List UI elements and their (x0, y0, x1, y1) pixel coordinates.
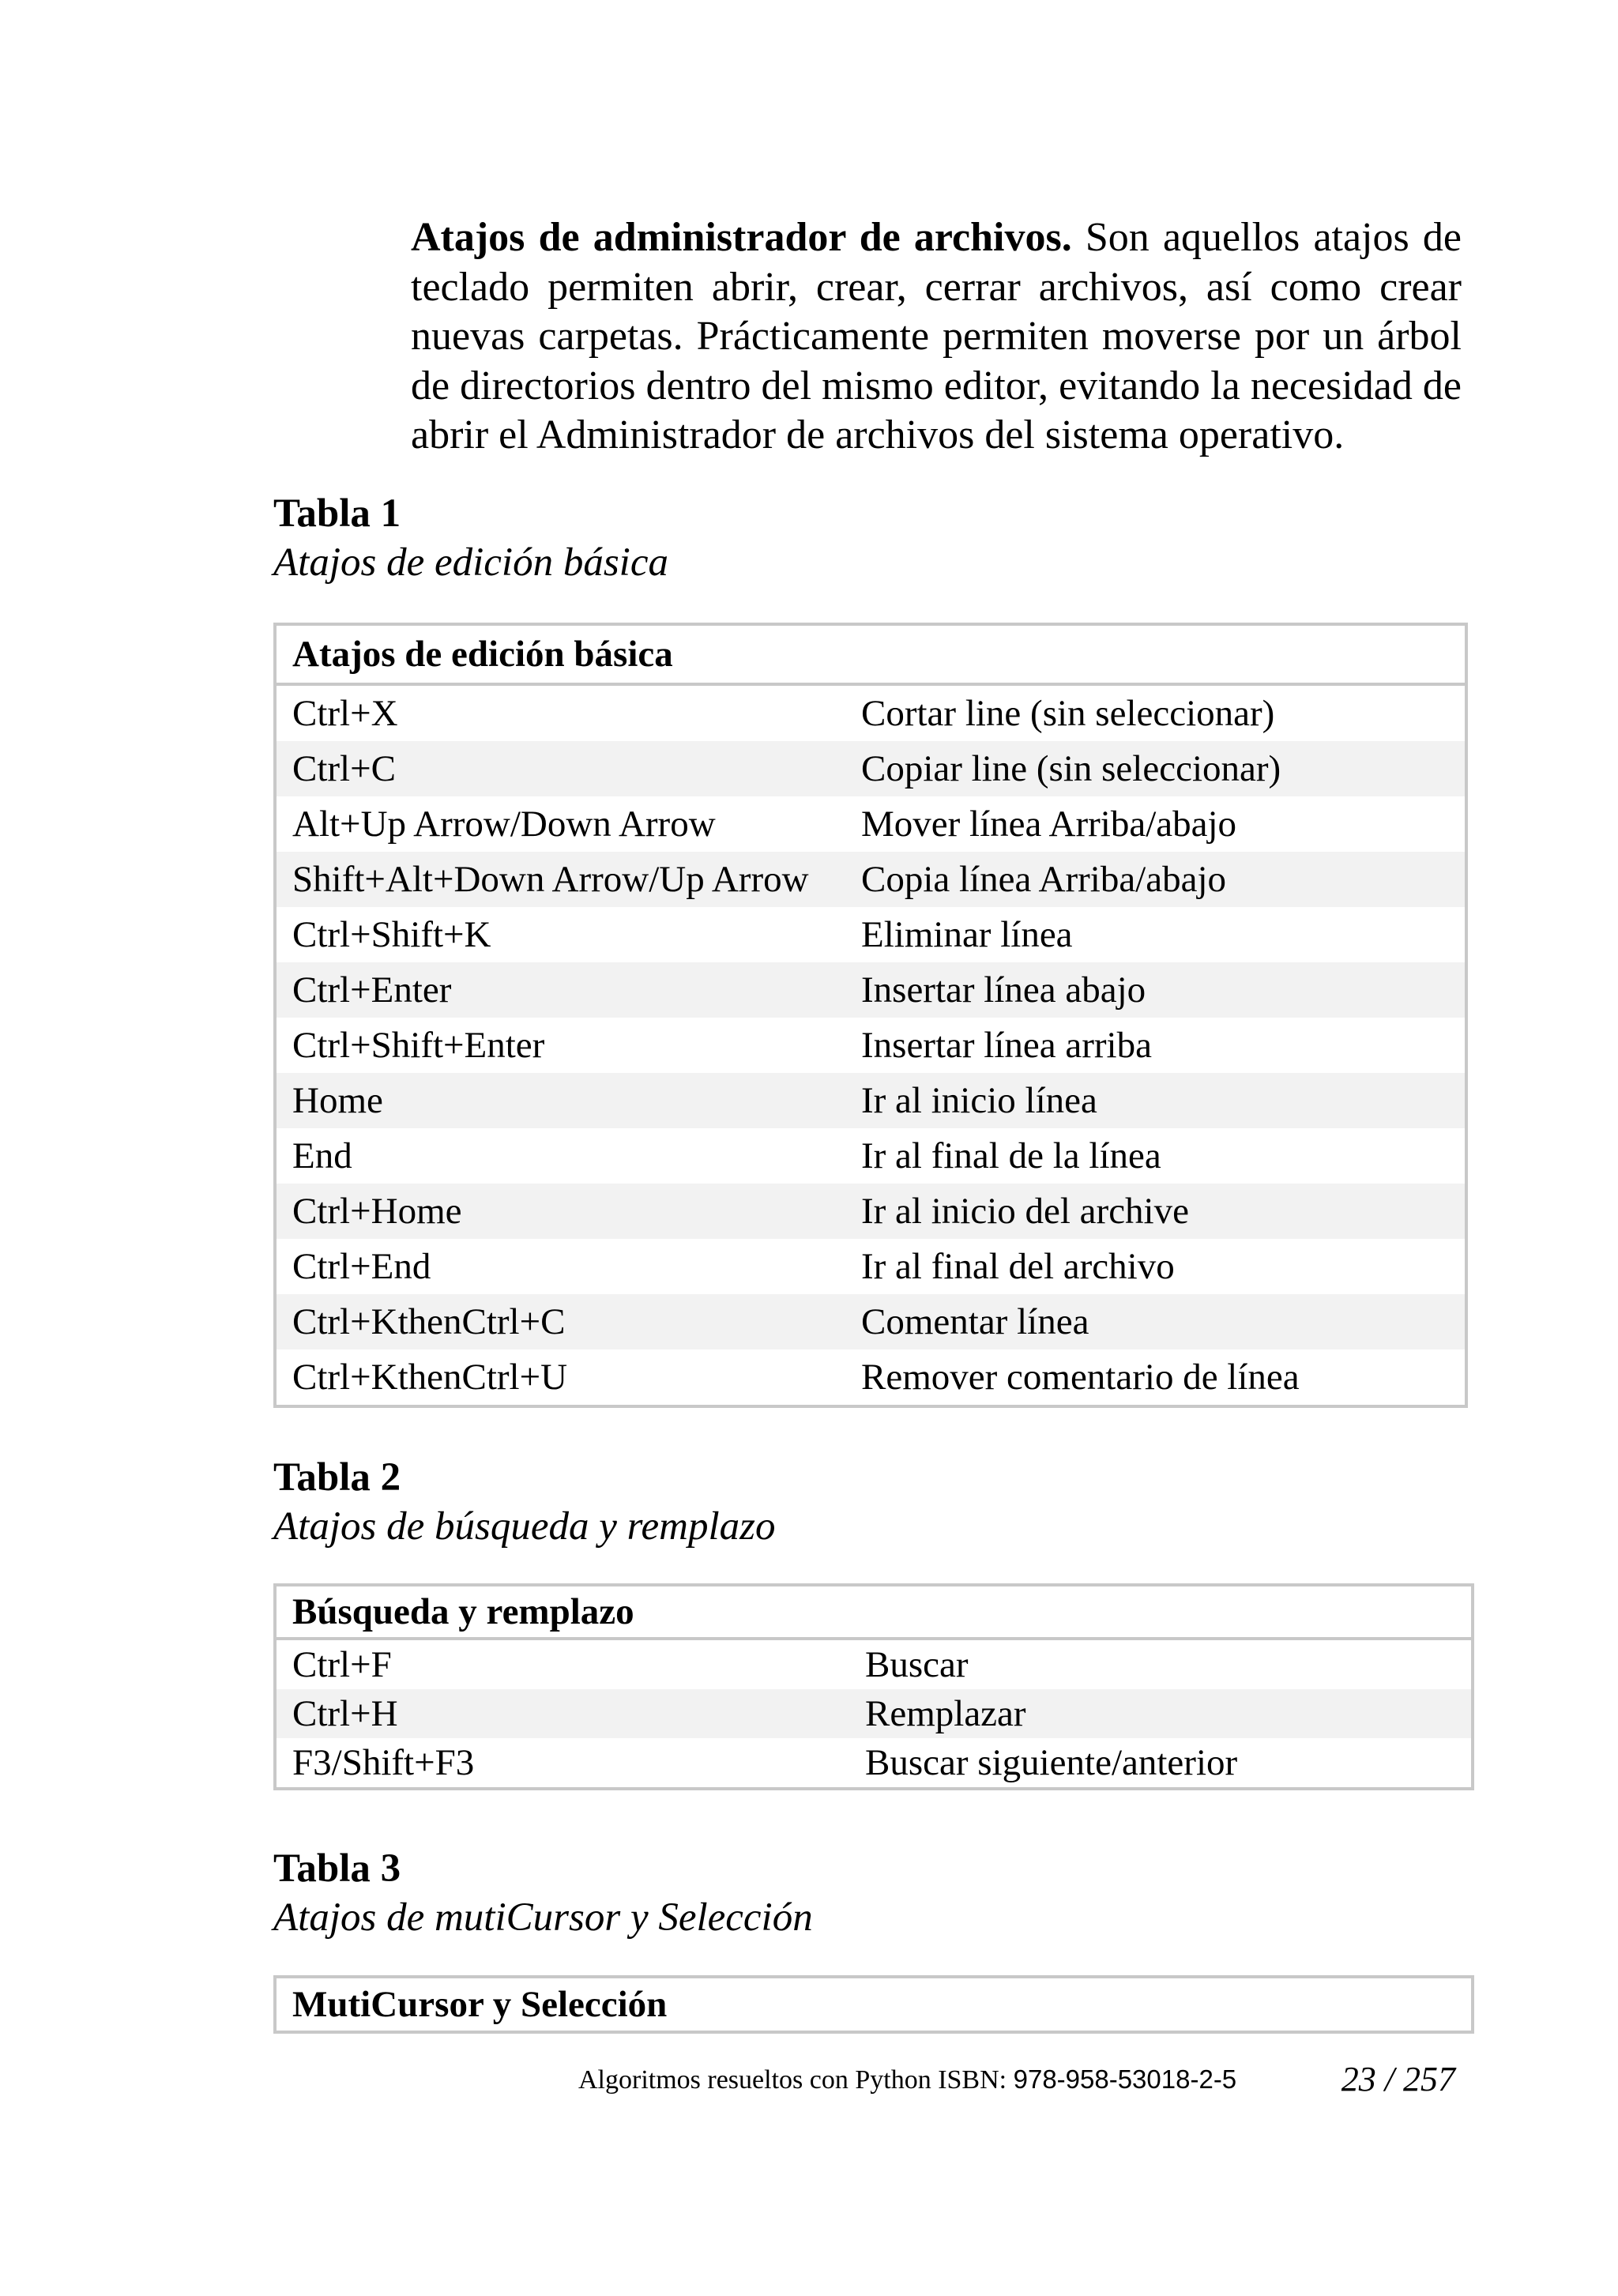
table-row (275, 1689, 1473, 1738)
table-row (275, 1073, 1466, 1128)
table-multicursor (273, 1975, 1474, 2034)
shortcut-keys: Ctrl+H (275, 1689, 849, 1738)
footer-book-title: Algoritmos resueltos con Python ISBN: (578, 2065, 1014, 2095)
shortcut-keys: Ctrl+Enter (275, 962, 845, 1018)
table-header-row (275, 1585, 1473, 1639)
table-header: MutiCursor y Selección (292, 1984, 668, 2025)
table-1-number: Tabla 1 (273, 491, 401, 536)
page-footer (578, 2061, 1455, 2099)
table-row (275, 1639, 1473, 1689)
table-3-caption (273, 1844, 813, 1942)
table-row (275, 1239, 1466, 1294)
intro-heading: Atajos de administrador de archivos. (411, 215, 1072, 260)
table-search-replace (273, 1583, 1474, 1790)
table-row (275, 1018, 1466, 1073)
intro-paragraph (411, 213, 1462, 461)
table-basic-editing (273, 623, 1468, 1408)
page-number: 23 / 257 (1341, 2060, 1455, 2098)
table-1-title: Atajos de edición básica (273, 540, 668, 585)
table-row (275, 741, 1466, 796)
shortcut-keys: Alt+Up Arrow/Down Arrow (292, 804, 716, 845)
shortcut-action: Ir al inicio del archive (845, 1184, 1466, 1239)
shortcut-action: Insertar línea abajo (845, 962, 1466, 1018)
table-row (275, 1738, 1473, 1789)
table-2-title: Atajos de búsqueda y remplazo (273, 1504, 776, 1549)
shortcut-action: Buscar (865, 1644, 969, 1685)
table-row (275, 684, 1466, 741)
shortcut-keys: Ctrl+X (292, 693, 398, 734)
table-body (275, 1639, 1473, 1789)
table-row (275, 1294, 1466, 1349)
shortcut-action: Mover línea Arriba/abajo (861, 804, 1237, 845)
shortcut-keys: Ctrl+KthenCtrl+C (275, 1294, 845, 1349)
shortcut-action: Comentar línea (845, 1294, 1466, 1349)
shortcut-action: Insertar línea arriba (861, 1025, 1152, 1066)
shortcut-action: Remplazar (849, 1689, 1473, 1738)
table-row (275, 1184, 1466, 1239)
shortcut-action: Eliminar línea (861, 914, 1073, 955)
shortcut-action: Remover comentario de línea (861, 1357, 1300, 1398)
shortcut-action: Ir al final de la línea (861, 1135, 1161, 1176)
shortcut-keys: Ctrl+End (292, 1246, 431, 1287)
table-row (275, 852, 1466, 907)
shortcut-keys: Ctrl+Shift+Enter (292, 1025, 545, 1066)
table-2-caption (273, 1453, 776, 1551)
shortcut-action: Ir al final del archivo (861, 1246, 1175, 1287)
shortcut-keys: Ctrl+Home (275, 1184, 845, 1239)
shortcut-keys: End (292, 1135, 352, 1176)
shortcut-action: Ir al inicio línea (845, 1073, 1466, 1128)
table-header: Atajos de edición básica (275, 624, 1466, 684)
table-3-title: Atajos de mutiCursor y Selección (273, 1895, 813, 1940)
table-1-caption (273, 489, 668, 587)
shortcut-action: Copia línea Arriba/abajo (845, 852, 1466, 907)
table-header: Búsqueda y remplazo (275, 1585, 1473, 1639)
shortcut-action: Copiar line (sin seleccionar) (845, 741, 1466, 796)
shortcut-keys: Shift+Alt+Down Arrow/Up Arrow (275, 852, 845, 907)
table-header-row (275, 624, 1466, 684)
table-row (275, 1128, 1466, 1184)
shortcut-keys: Home (275, 1073, 845, 1128)
shortcut-keys: Ctrl+C (275, 741, 845, 796)
table-body (275, 684, 1466, 1406)
intro-text: Son aquellos atajos de teclado permiten abrir, crear, cerrar archivos, así como crear nuevas carpetas. Prácticamente permiten moverse por un árbol de directorios dentro del mismo editor, evitando la necesidad de abrir el Administrador de archivos del sistema operativo. (411, 215, 1462, 457)
table-header-row (275, 1977, 1473, 2032)
table-row (275, 1349, 1466, 1406)
shortcut-action: Buscar siguiente/anterior (865, 1742, 1238, 1783)
shortcut-keys: Ctrl+Shift+K (292, 914, 491, 955)
table-row (275, 962, 1466, 1018)
table-3-number: Tabla 3 (273, 1846, 401, 1891)
shortcut-action: Cortar line (sin seleccionar) (861, 693, 1275, 734)
shortcut-keys: Ctrl+F (292, 1644, 392, 1685)
footer-isbn: 978-958-53018-2-5 (1013, 2065, 1237, 2094)
table-row (275, 796, 1466, 852)
shortcut-keys: Ctrl+KthenCtrl+U (292, 1357, 568, 1398)
table-2-number: Tabla 2 (273, 1455, 401, 1500)
table-row (275, 907, 1466, 962)
shortcut-keys: F3/Shift+F3 (292, 1742, 475, 1783)
